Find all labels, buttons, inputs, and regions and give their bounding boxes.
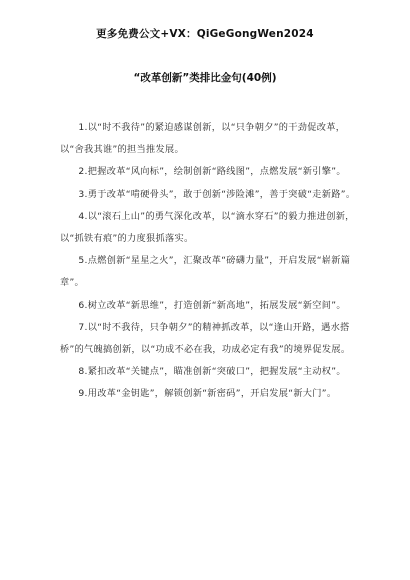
list-item: 1.以“时不我待”的紧迫感谋创新，以“只争朝夕”的干劲促改革，以“舍我其谁”的担当推发展。 xyxy=(60,122,346,156)
list-item: 9.用改革“金钥匙”，解锁创新“新密码”，开启发展“新大门”。 xyxy=(78,388,337,400)
promo-header: 更多免费公文+VX：QiGeGongWen2024 xyxy=(96,28,314,40)
list-item: 6.树立改革“新思维”，打造创新“新高地”，拓展发展“新空间”。 xyxy=(78,299,346,311)
sentence-list xyxy=(60,117,356,406)
document-title: “改革创新”类排比金句(40例) xyxy=(133,72,277,84)
list-item: 4.以“滚石上山”的勇气深化改革，以“滴水穿石”的毅力推进创新，以“抓铁有痕”的力度狠抓落实。 xyxy=(60,210,355,245)
list-item: 7.以“时不我待，只争朝夕”的精神抓改革，以“逢山开路，遇水搭桥”的气魄搞创新，以“功成不必在我，功成必定有我”的境界促发展。 xyxy=(60,321,351,356)
list-item: 3.勇于改革“啃硬骨头”，敢于创新“涉险滩”，善于突破“走新路”。 xyxy=(78,188,356,200)
list-item: 8.紧扣改革“关键点”，瞄准创新“突破口”，把握发展“主动权”。 xyxy=(78,366,346,378)
list-item: 5.点燃创新“星星之火”，汇聚改革“磅礴力量”，开启发展“崭新篇章”。 xyxy=(60,255,351,289)
list-item: 2.把握改革“风向标”，绘制创新“路线图”，点燃发展“新引擎”。 xyxy=(78,166,346,178)
